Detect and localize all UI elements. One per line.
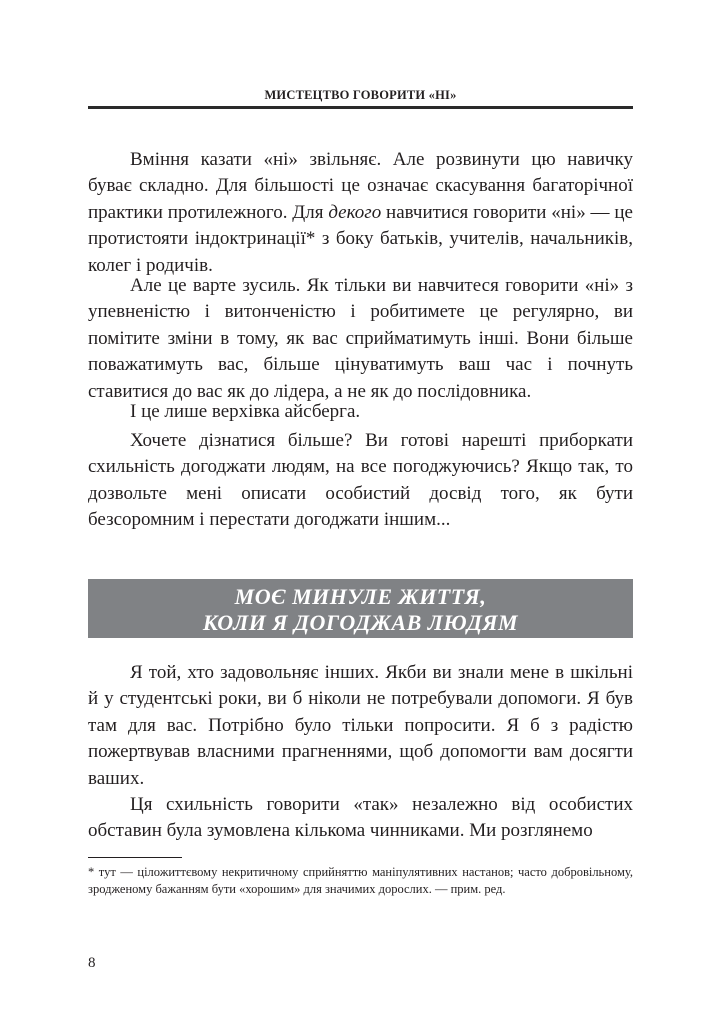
paragraph-4: Хочете дізнатися більше? Ви готові нарешті приборкати схильність догоджати людям, на все погоджуючись? Якщо так, то дозвольте мені описати особистий досвід того, як бути безсоромним і перестати догоджати іншим...	[88, 430, 633, 531]
paragraph-6: Ця схильність говорити «так» незалежно від особистих обставин була зумовлена кількома чинниками. Ми розглянемо	[88, 794, 633, 842]
footnote-rule	[88, 857, 182, 858]
header-rule	[88, 106, 633, 109]
section-heading-line-1: МОЄ МИНУЛЕ ЖИТТЯ,	[234, 584, 487, 609]
paragraph-1	[88, 147, 633, 279]
paragraph-1-emphasis: декого	[328, 201, 382, 223]
section-heading-line-2: КОЛИ Я ДОГОДЖАВ ЛЮДЯМ	[202, 610, 519, 635]
paragraph-1-text-end: навчитися говорити «ні» — це протистояти індоктринації* з боку батьків, учителів, начальників, колег і родичів.	[88, 201, 633, 276]
paragraph-2: Але це варте зусиль. Як тільки ви навчитеся говорити «ні» з упевненістю і витонченістю і робитимете це регулярно, ви помітите зміни в тому, як вас сприйматимуть інші. Вони більше поважатимуть вас, більше цінуватимуть ваш час і почнуть ставитися до вас як до лідера, а не як до послідовника.	[88, 275, 633, 402]
paragraph-1-text-start: Вміння казати «ні» звільняє. Але розвинути цю навичку буває складно. Для більшості це означає скасування багаторічної практики протилежного. Для	[88, 149, 633, 223]
paragraph-5: Я той, хто задовольняє інших. Якби ви знали мене в шкільні й у студентські роки, ви б ніколи не потребували допомоги. Я був там для вас. Потрібно було тільки попросити. Я б з радістю пожертвував власними прагненнями, щоб допомогти вам досягти ваших.	[88, 662, 633, 789]
running-head-title: МИСТЕЦТВО ГОВОРИТИ «НІ»	[264, 88, 457, 102]
page-number: 8	[88, 955, 96, 971]
footnote-text: * тут — ціложиттєвому некритичному сприйняттю маніпулятивних настанов; часто добровільному, зродженому бажанням бути «хорошим» для значимих дорослих. — прим. ред.	[88, 865, 633, 896]
paragraph-3: І це лише верхівка айсберга.	[130, 401, 361, 422]
section-heading-box	[88, 579, 633, 638]
